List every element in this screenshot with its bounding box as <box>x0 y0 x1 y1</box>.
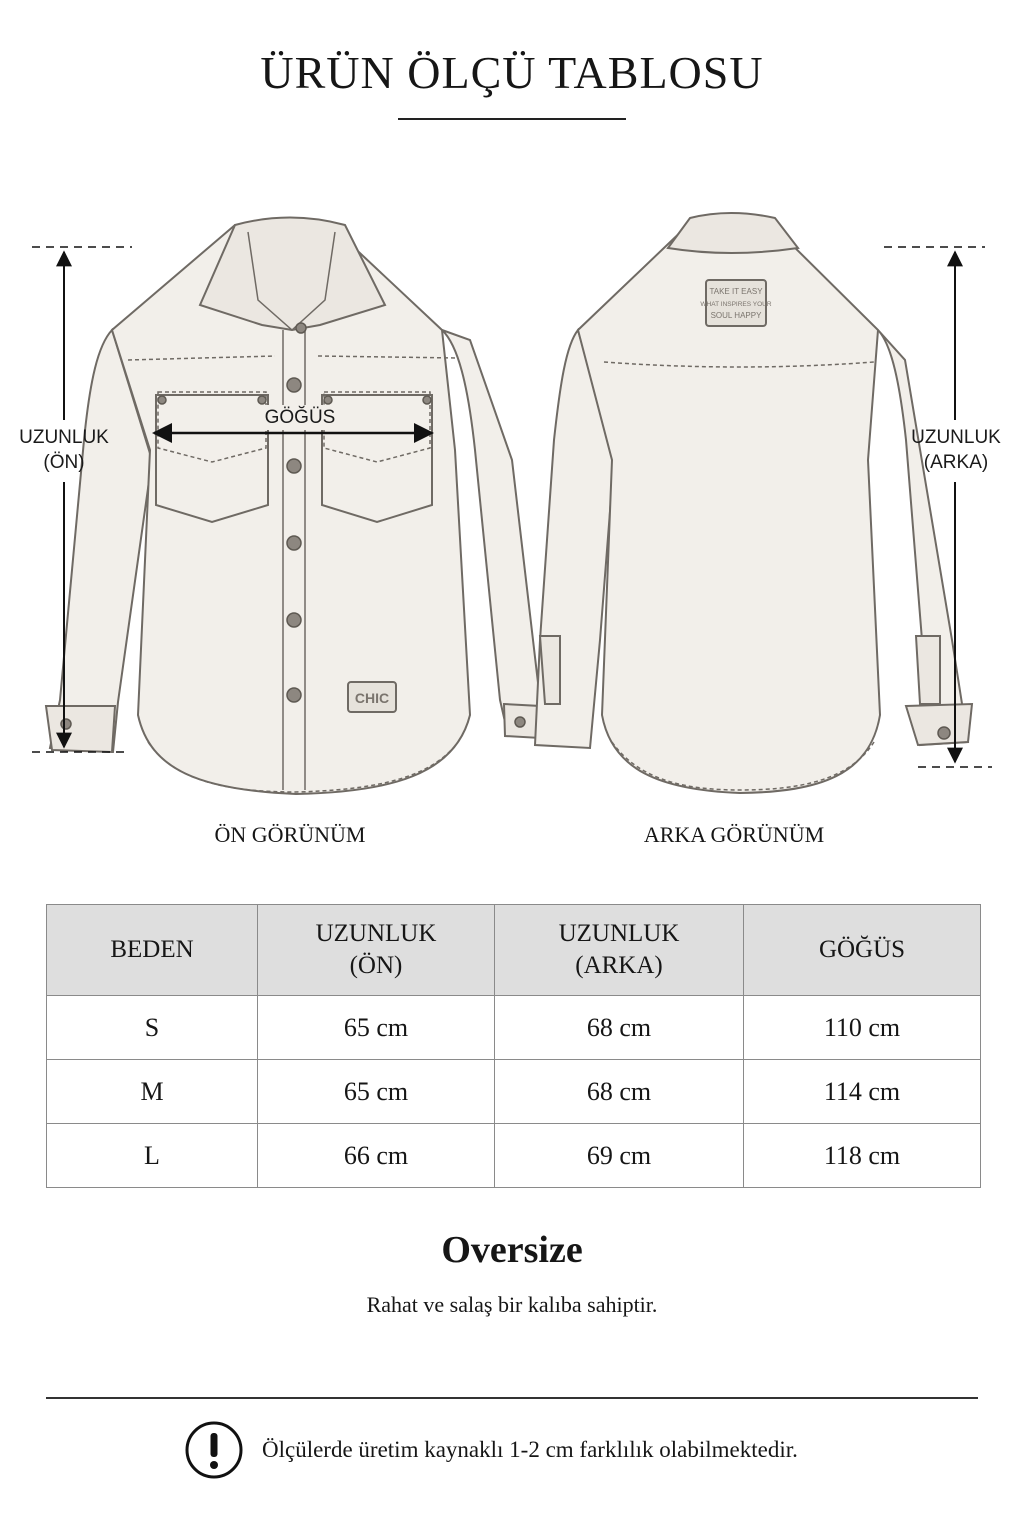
table-row <box>47 1124 981 1188</box>
fit-title: Oversize <box>441 1229 583 1271</box>
back-length-label: UZUNLUK (ARKA) <box>911 427 1001 473</box>
size-cell: M <box>47 1060 258 1124</box>
front-patch-label: CHIC <box>354 690 390 706</box>
back-collar <box>668 213 798 253</box>
svg-text:WHAT INSPIRES YOUR: WHAT INSPIRES YOUR <box>700 301 772 308</box>
tolerance-note: Ölçülerde üretim kaynaklı 1-2 cm farklılık olabilmektedir. <box>262 1437 798 1462</box>
chest-label: GÖĞÜS <box>250 405 350 430</box>
length-back-cell: 68 cm <box>495 996 744 1060</box>
length-back-cell: 68 cm <box>495 1060 744 1124</box>
length-front-cell: 65 cm <box>258 996 495 1060</box>
chest-cell: 110 cm <box>744 996 981 1060</box>
svg-text:TAKE IT EASY: TAKE IT EASY <box>709 287 763 296</box>
back-cuff-button <box>938 727 950 739</box>
back-patch-text <box>700 287 771 320</box>
header-size: BEDEN <box>47 905 258 996</box>
back-view-shirt <box>535 213 972 793</box>
size-table-header-row <box>47 905 981 996</box>
chest-cell: 114 cm <box>744 1060 981 1124</box>
chest-cell: 118 cm <box>744 1124 981 1188</box>
length-back-cell: 69 cm <box>495 1124 744 1188</box>
page-title: ÜRÜN ÖLÇÜ TABLOSU <box>260 47 764 98</box>
front-view-shirt <box>46 218 543 795</box>
fit-description: Rahat ve salaş bir kalıba sahiptir. <box>366 1292 658 1317</box>
size-cell: S <box>47 996 258 1060</box>
size-cell: L <box>47 1124 258 1188</box>
header-length-front: UZUNLUK (ÖN) <box>258 905 495 996</box>
front-view-caption: ÖN GÖRÜNÜM <box>214 822 366 847</box>
title-underline <box>398 118 626 120</box>
length-front-cell: 65 cm <box>258 1060 495 1124</box>
header-length-back: UZUNLUK (ARKA) <box>495 905 744 996</box>
back-view-caption: ARKA GÖRÜNÜM <box>643 822 825 847</box>
exclamation-circle-icon <box>184 1420 244 1480</box>
table-row <box>47 996 981 1060</box>
garment-illustrations <box>0 190 1024 810</box>
length-front-cell: 66 cm <box>258 1124 495 1188</box>
footer-divider <box>46 1397 978 1399</box>
size-table <box>46 904 981 1188</box>
svg-text:SOUL HAPPY: SOUL HAPPY <box>710 311 762 320</box>
front-length-label: UZUNLUK (ÖN) <box>19 427 109 473</box>
header-chest: GÖĞÜS <box>744 905 981 996</box>
table-row <box>47 1060 981 1124</box>
